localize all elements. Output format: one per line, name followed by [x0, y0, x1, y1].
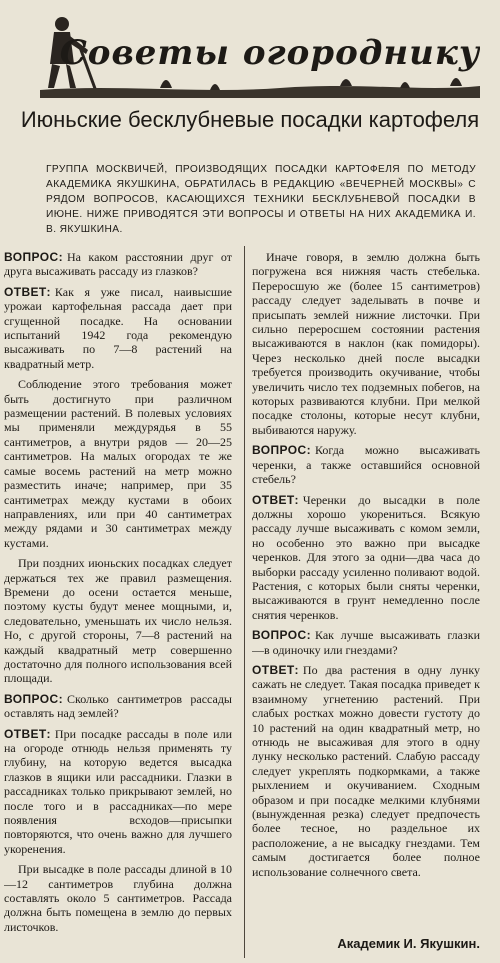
question-paragraph [252, 628, 480, 657]
question-paragraph [4, 250, 232, 279]
article-headline: Июньские бесклубневые посадки картофеля [20, 107, 480, 132]
left-column [4, 250, 232, 959]
author-signature: Академик И. Якушкин. [337, 936, 480, 951]
body-paragraph: При высадке в поле рассады длиной в 10—12 сантиметров глубина должна составлять около 5 сантиметров. Рассада должна быть помещена в землю до первых листочков. [4, 862, 232, 934]
question-text: На каком расстоянии друг от друга высаживать рассаду из глазков? [4, 250, 232, 279]
answer-paragraph [4, 285, 232, 371]
question-label: ВОПРОС: [4, 691, 63, 706]
question-paragraph [4, 692, 232, 721]
question-text: Как лучше высаживать глазки—в одиночку или гнездами? [252, 628, 480, 657]
answer-text: По два растения в одну лунку сажать не следует. Такая посадка приведет к взаимному угнетению растений. При слабых ростках можно довести густоту до 10 растений на один квадратный метр, но отнюдь не высаживая для этого в одну лунку несколько растений. Слабую рассаду следует укреплять подкормками, а также рыхлением и окучиванием. Сходным образом и при посадке мелкими клубнями (вынужденная резка) следует предпочесть более тесное, но раздельное их расположение, а не высадку гнездами. Тем самым достигается более полное использование солнечного света. [252, 662, 480, 879]
answer-text: Черенки до высадки в поле должны хорошо укорениться. Всякую рассаду лучше высаживать с комом земли, но особенно это важно при высадке черенков. Для этого за одни—два часа до выборки рассаду усиленно поливают водой. Растения, с которых были сняты черенки, высаживаются в грунт немедленно после снятия черенков. [252, 492, 480, 622]
rubric-banner [40, 6, 480, 98]
question-label: ВОПРОС: [252, 443, 311, 458]
body-paragraph: При поздних июньских посадках следует держаться тех же правил размещения. Времени до осени остается меньше, поэтому кусты будут менее мощными, и, следовательно, уменьшать их число нельзя. Но, с другой стороны, 7—8 растений на каждый квадратный метр совершенно достаточно для полного использования всей площади. [4, 556, 232, 686]
rubric-illustration [40, 6, 480, 98]
answer-text: Как я уже писал, наивысшие урожаи картофельная рассада дает при сгущенной посадке. На основании испытаний 1942 года рекомендую высаживать по 7—8 растений на квадратный метр. [4, 284, 232, 371]
answer-paragraph [252, 493, 480, 623]
rubric-title: Советы огороднику [59, 33, 480, 73]
answer-paragraph [252, 663, 480, 879]
question-label: ВОПРОС: [4, 250, 63, 264]
body-paragraph: Соблюдение этого требования может быть достигнуто при различном размещении растений. В полевых условиях мы применяли междурядья в 55 сантиметров, а внутри рядов — 20—25 сантиметров. На малых огородах те же самые восемь растений на метр можно разместить иначе; например, при 35 сантиметрах между кустами в обоих направлениях, или при 40 сантиметрах между рядами и 30 сантиметрах между кустами. [4, 377, 232, 550]
article-lead: ГРУППА МОСКВИЧЕЙ, ПРОИЗВОДЯЩИХ ПОСАДКИ КАРТОФЕЛЯ ПО МЕТОДУ АКАДЕМИКА ЯКУШКИНА, ОБРАТИЛАСЬ В РЕДАКЦИЮ «ВЕЧЕРНЕЙ МОСКВЫ» С РЯДОМ ВОПРОСОВ, КАСАЮЩИХСЯ ТЕХНИКИ БЕСКЛУБНЕВОЙ ПОСАДКИ В ИЮНЕ. НИЖЕ ПРИВОДЯТСЯ ЭТИ ВОПРОСЫ И ОТВЕТЫ НА НИХ АКАДЕМИКА И. В. ЯКУШКИНА. [46, 164, 476, 235]
question-text: Сколько сантиметров рассады оставлять над землей? [4, 691, 232, 721]
body-paragraph: Иначе говоря, в землю должна быть погружена вся нижняя часть стебелька. Переросшую же (более 15 сантиметров) рассаду следует заделывать в почве и присыпать землей нижние листочки. При сильно переросшем состоянии растения высаживаются в наклон (как помидоры). Через несколько дней после высадки требуется производить окучивание, чтобы увеличить число тех подземных побегов, на которых развиваются клубни. При мелкой посадке столоны, которые несут клубни, выбиваются наружу. [252, 250, 480, 437]
answer-label: ОТВЕТ: [252, 662, 299, 677]
column-divider [244, 246, 245, 958]
answer-label: ОТВЕТ: [4, 284, 51, 299]
question-paragraph [252, 443, 480, 486]
answer-paragraph [4, 727, 232, 857]
question-label: ВОПРОС: [252, 628, 311, 643]
right-column [252, 250, 480, 959]
question-text: Когда можно высаживать черенки, а также оставшийся основной стебель? [252, 443, 480, 487]
answer-text: При посадке рассады в поле или на огороде отнюдь нельзя применять ту глубину, на которую ведется высадка глазков в ящики или рассадники. Глазки в рассадниках только прикрывают землей, но после того и в рассадниках—по мере появления всходов—присыпки повторяются, что очень важно для лучшего укоренения. [4, 726, 232, 856]
answer-label: ОТВЕТ: [252, 492, 299, 507]
answer-label: ОТВЕТ: [4, 726, 51, 741]
